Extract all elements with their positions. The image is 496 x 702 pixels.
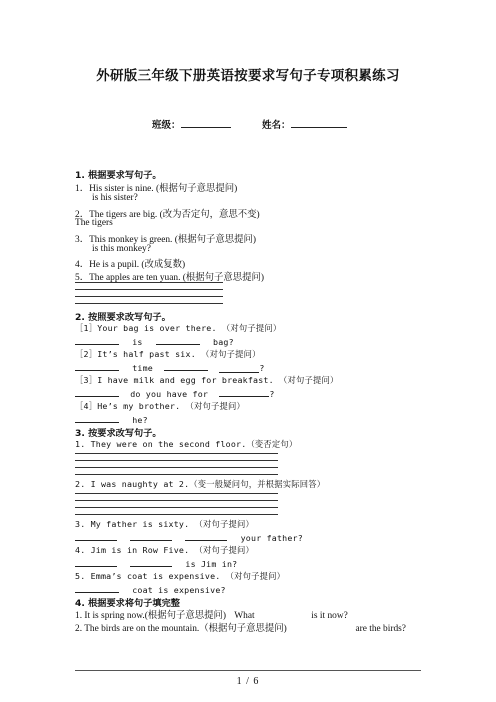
s3-q2: 2. I was naughty at 2.（变一般疑问句，并根据实际回答） — [75, 479, 326, 489]
answer-line[interactable] — [75, 453, 278, 454]
page-number: 1 / 6 — [236, 676, 260, 687]
answer-blank[interactable] — [164, 361, 208, 371]
answer-line[interactable] — [75, 282, 223, 283]
s4-q1-answer: is it now? — [311, 611, 348, 621]
s1-q1: 1．His sister is nine. (根据句子意思提问) — [75, 184, 238, 194]
name-blank[interactable] — [291, 119, 347, 128]
s2-a4-line — [75, 413, 148, 425]
s1-q3: 3．This monkey is green. (根据句子意思提问) — [75, 235, 256, 245]
answer-line[interactable] — [75, 474, 278, 475]
s1-q5: 5．The apples are ten yuan. (根据句子意思提问) — [75, 273, 265, 283]
footer-divider — [75, 670, 421, 671]
answer-blank[interactable] — [130, 531, 172, 541]
class-field — [152, 117, 231, 131]
s1-a3: is this monkey? — [92, 244, 151, 254]
s4-q2: 2. The birds are on the mountain.（根据句子意思提问) — [75, 624, 287, 634]
answer-blank[interactable] — [185, 531, 227, 541]
section-2-heading: 2. 按照要求改写句子。 — [75, 312, 171, 323]
s4-q1-word: What — [234, 611, 255, 621]
s2-a1-word2: bag? — [213, 337, 234, 347]
s2-a1-line — [75, 335, 234, 347]
s4-q2-answer: are the birds? — [355, 624, 406, 634]
s1-q4: 4．He is a pupil. (改成复数) — [75, 260, 186, 270]
s1-q2: 2．The tigers are big. (改为否定句，意思不变) — [75, 210, 260, 220]
name-field — [262, 117, 347, 131]
s2-q1: ［1］Your bag is over there. （对句子提问） — [75, 323, 282, 333]
s3-q3: 3. My father is sixty. （对句子提问） — [75, 519, 254, 529]
s1-a2: The tigers — [75, 218, 113, 228]
section-4-heading: 4. 根据要求将句子填完整 — [75, 598, 180, 609]
s3-a5-line — [75, 583, 226, 595]
answer-blank[interactable] — [75, 583, 119, 593]
s3-a3-word: your father? — [240, 533, 303, 543]
s2-a3-line — [75, 387, 275, 399]
answer-line[interactable] — [75, 460, 278, 461]
section-1-heading: 1. 根据要求写句子。 — [75, 170, 162, 181]
answer-blank[interactable] — [75, 557, 117, 567]
s2-q2: ［2］It’s half past six. （对句子提问） — [75, 349, 261, 359]
answer-blank[interactable] — [75, 413, 119, 423]
s2-a3-word2: ? — [269, 389, 275, 399]
answer-line[interactable] — [75, 296, 223, 297]
s3-q5: 5. Emma’s coat is expensive. （对句子提问） — [75, 571, 286, 581]
s4-q1-line — [75, 607, 348, 621]
s2-a4-word1: he? — [132, 415, 148, 425]
s4-q1: 1. It is spring now.(根据句子意思提问) — [75, 611, 226, 621]
s3-a3-line — [75, 531, 303, 543]
answer-line[interactable] — [75, 507, 278, 508]
answer-blank[interactable] — [75, 531, 117, 541]
s2-a1-word1: is — [132, 337, 143, 347]
s3-a5-word: coat is expensive? — [132, 585, 226, 595]
answer-blank[interactable] — [219, 387, 269, 397]
answer-line[interactable] — [75, 289, 223, 290]
class-label: 班级： — [152, 120, 181, 131]
s3-q4: 4. Jim is in Row Five. （对句子提问） — [75, 545, 254, 555]
answer-line[interactable] — [75, 500, 278, 501]
answer-blank[interactable] — [156, 335, 200, 345]
s2-a2-word1: time — [132, 363, 153, 373]
answer-line[interactable] — [75, 514, 278, 515]
answer-blank[interactable] — [75, 335, 119, 345]
s3-a4-line — [75, 557, 237, 569]
s4-q2-line — [75, 620, 406, 634]
name-label: 姓名： — [262, 120, 291, 131]
answer-blank[interactable] — [75, 387, 119, 397]
s3-a4-word: is Jim in? — [185, 559, 238, 569]
s2-a2-word2: ? — [259, 363, 265, 373]
answer-blank[interactable] — [75, 361, 119, 371]
s2-a3-word1: do you have for — [130, 389, 209, 399]
s2-q4: ［4］He’s my brother. （对句子提问） — [75, 401, 245, 411]
s2-a2-blank2[interactable] — [219, 363, 259, 373]
answer-line[interactable] — [75, 467, 278, 468]
document-title: 外研版三年级下册英语按要求写句子专项积累练习 — [96, 68, 400, 84]
s2-q3: ［3］I have milk and egg for breakfast. （对句子提问） — [75, 375, 339, 385]
s2-a2-line — [75, 361, 265, 373]
answer-blank[interactable] — [130, 557, 172, 567]
answer-line[interactable] — [75, 303, 223, 304]
answer-line[interactable] — [75, 493, 278, 494]
s1-a1: is his sister? — [92, 193, 138, 203]
s3-q1: 1. They were on the second floor.（变否定句） — [75, 439, 298, 449]
section-3-heading: 3. 按要求改写句子。 — [75, 428, 162, 439]
class-blank[interactable] — [181, 119, 231, 128]
